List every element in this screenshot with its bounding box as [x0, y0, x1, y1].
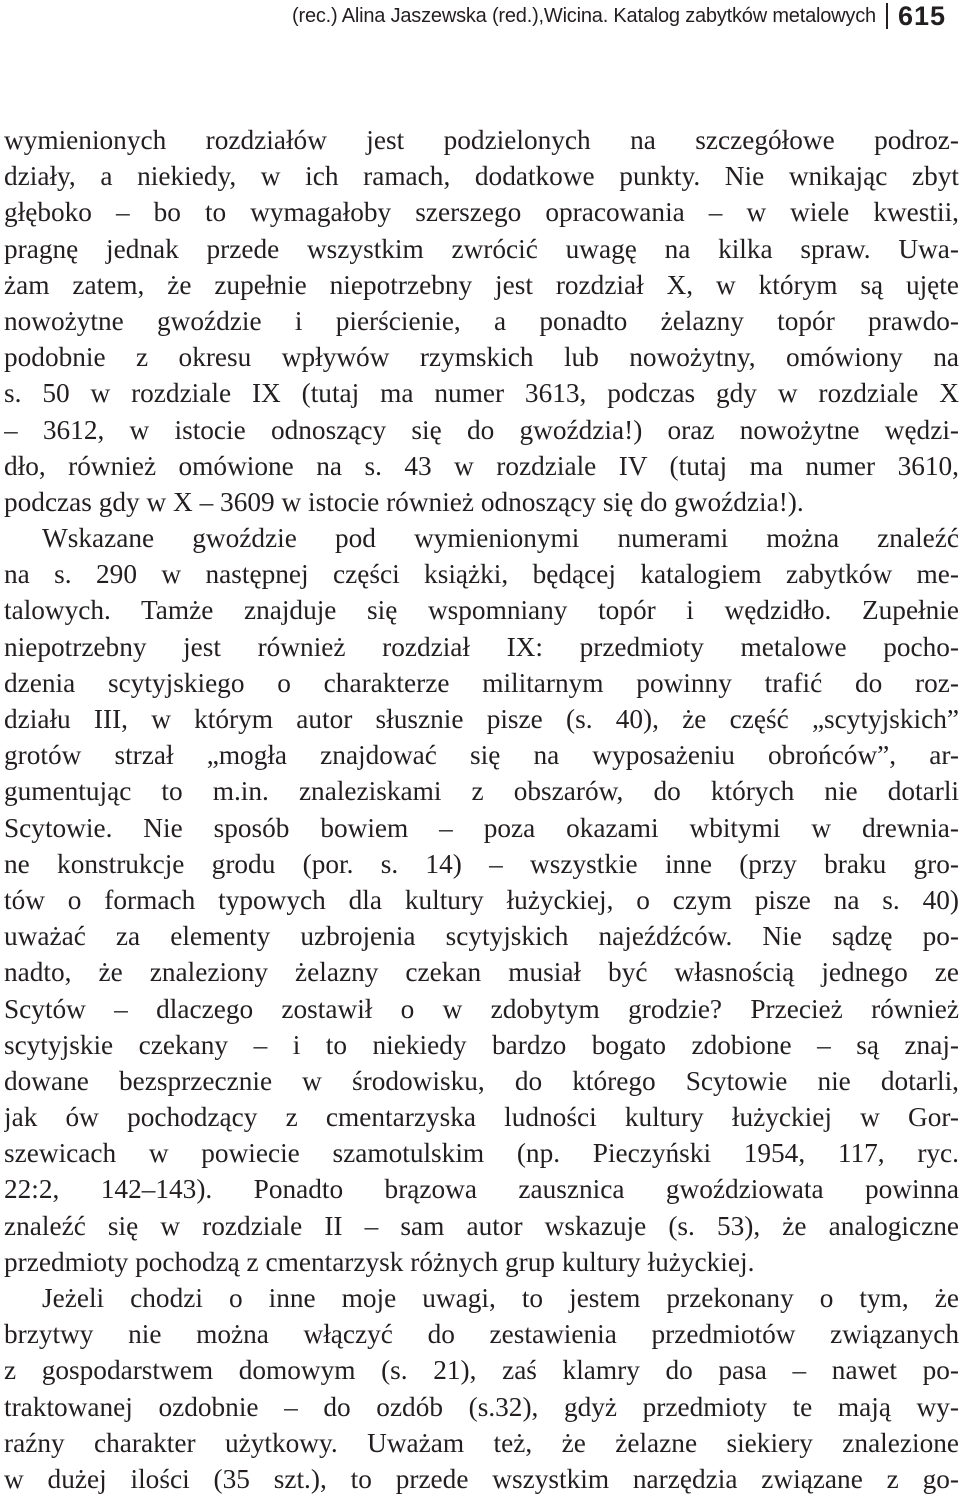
text-line: grotów strzał „mogła znajdować się na wyposażeniu obrońców”, ar- — [4, 740, 959, 771]
text-line: podobnie z okresu wpływów rzymskich lub nowożytny, omówiony na — [4, 342, 959, 373]
text-line: raźny charakter użytkowy. Uważam też, że żelazne siekiery znalezione — [4, 1427, 959, 1458]
text-line: Jeżeli chodzi o inne moje uwagi, to jestem przekonany o tym, że — [42, 1283, 959, 1313]
text-line: w dużej ilości (35 szt.), to przede wszystkim narzędzia związane z go- — [4, 1463, 959, 1494]
text-line: ne konstrukcje grodu (por. s. 14) – wszystkie inne (przy braku gro- — [4, 848, 959, 879]
text-line: wymienionych rozdziałów jest podzielonych na szczegółowe podroz- — [4, 125, 959, 155]
text-line: pragnę jednak przede wszystkim zwrócić uwagę na kilka spraw. Uwa- — [4, 233, 959, 264]
text-line: dowane bezsprzecznie w środowisku, do którego Scytowie nie dotarli, — [4, 1065, 959, 1096]
text-line: brzytwy nie można włączyć do zestawienia przedmiotów związanych — [4, 1319, 959, 1350]
text-line: s. 50 w rozdziale IX (tutaj ma numer 3613, podczas gdy w rozdziale X — [4, 378, 959, 409]
text-line: żam zatem, że zupełnie niepotrzebny jest rozdział X, w którym są ujęte — [4, 269, 959, 300]
text-line: z gospodarstwem domowym (s. 21), zaś klamry do pasa – nawet po- — [4, 1355, 959, 1386]
text-line: na s. 290 w następnej części książki, będącej katalogiem zabytków me- — [4, 559, 959, 590]
text-line: działu III, w którym autor słusznie pisze (s. 40), że część „scytyjskich” — [4, 704, 959, 734]
text-line: gumentując to m.in. znaleziskami z obszarów, do których nie dotarli — [4, 776, 959, 807]
running-head-title: Wicina. Katalog zabytków metalowych — [543, 4, 876, 27]
page-number: 615 — [897, 0, 946, 31]
text-line: Wskazane gwoździe pod wymienionymi numerami można znaleźć — [42, 523, 959, 554]
text-line: uważać za elementy uzbrojenia scytyjskich najeźdźców. Nie sądzę po- — [4, 921, 959, 952]
text-line: dło, również omówione na s. 43 w rozdziale IV (tutaj ma numer 3610, — [4, 450, 959, 481]
text-line: traktowanej ozdobnie – do ozdób (s.32), gdyż przedmioty te mają wy- — [4, 1391, 959, 1422]
text-line: niepotrzebny jest również rozdział IX: przedmioty metalowe pocho- — [4, 631, 959, 662]
running-head-author: (rec.) Alina Jaszewska (red.), — [292, 4, 544, 27]
text-line: talowych. Tamże znajduje się wspomniany topór i wędzidło. Zupełnie — [4, 595, 959, 626]
text-line: jak ów pochodzący z cmentarzyska ludności kultury łużyckiej w Gor- — [4, 1102, 959, 1133]
running-head — [292, 0, 946, 32]
running-head-divider — [886, 3, 888, 29]
text-line: nadto, że znaleziony żelazny czekan musiał być własnością jednego ze — [4, 957, 959, 988]
text-line: podczas gdy w X – 3609 w istocie również odnoszący się do gwoździa!). — [4, 486, 804, 517]
text-line: szewicach w powiecie szamotulskim (np. Pieczyński 1954, 117, ryc. — [4, 1138, 959, 1169]
text-line: scytyjskie czekany – i to niekiedy bardzo bogato zdobione – są znaj- — [4, 1029, 959, 1060]
text-line: głęboko – bo to wymagałoby szerszego opracowania – w wiele kwestii, — [4, 197, 959, 228]
text-line: dzenia scytyjskiego o charakterze militarnym powinny trafić do roz- — [4, 667, 959, 698]
body-text — [4, 122, 959, 1497]
text-line: – 3612, w istocie odnoszący się do gwoździa!) oraz nowożytne wędzi- — [4, 414, 959, 445]
text-line: Scytowie. Nie sposób bowiem – poza okazami wbitymi w drewnia- — [4, 812, 959, 843]
text-line: działy, a niekiedy, w ich ramach, dodatkowe punkty. Nie wnikając zbyt — [4, 161, 959, 192]
text-line: nowożytne gwoździe i pierścienie, a ponadto żelazny topór prawdo- — [4, 305, 959, 336]
text-line: tów o formach typowych dla kultury łużyckiej, o czym pisze na s. 40) — [4, 884, 959, 915]
text-line: Scytów – dlaczego zostawił o w zdobytym grodzie? Przecież również — [4, 993, 959, 1024]
text-line: znaleźć się w rozdziale II – sam autor wskazuje (s. 53), że analogiczne — [4, 1210, 959, 1241]
text-line: przedmioty pochodzą z cmentarzysk różnych grup kultury łużyckiej. — [4, 1246, 755, 1277]
text-line: 22:2, 142–143). Ponadto brązowa zausznica gwoździowata powinna — [4, 1174, 959, 1205]
